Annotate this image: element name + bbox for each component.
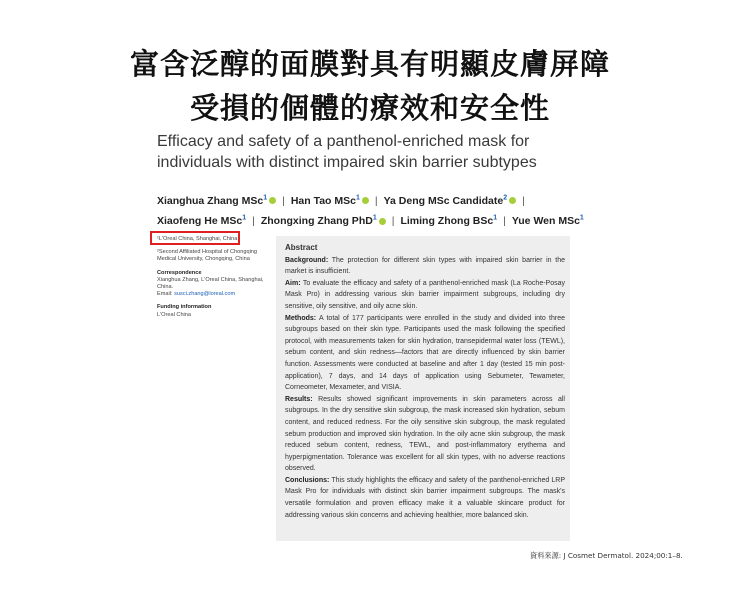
abstract-results: Results: Results showed significant improvements in skin parameters across all subgroups. In the dry sensitive skin subgroup, the mask increased skin hydration, sebum content, and reduced redness. For the oily sensitive skin subgroup, the mask regulated sebum production and improved skin hydration. In the oily acne skin subgroup, the mask reduced sebum content, redness, TEWL, and post-inflammatory erythema and hyperpigmentation. Tolerance was excellent for all skin types, with no adverse reactions observed. xyxy=(285,395,565,473)
slide-heading-line-1: 富含泛醇的面膜對具有明顯皮膚屏障 xyxy=(129,47,610,81)
author-row-2 xyxy=(157,210,597,231)
author-row-1 xyxy=(157,189,597,210)
orcid-icon[interactable] xyxy=(509,197,516,204)
correspondence-email-line: Email: susci.zhang@loreal.com xyxy=(157,291,236,298)
author-list xyxy=(157,189,597,230)
paper-title-line-2: individuals with distinct impaired skin barrier subtypes xyxy=(157,154,537,171)
funding-label: Funding information xyxy=(157,304,212,311)
abstract-aim: Aim: To evaluate the efficacy and safety of a panthenol-enriched mask (La Roche-Posay Mask Pro) in addressing various skin barrier impairment subgroups, including dry sensitive, oily sensitive, and oily acne skin. xyxy=(285,279,565,310)
author: Xianghua Zhang MSc$^1$ xyxy=(157,195,276,207)
article-sidebar xyxy=(157,236,275,325)
source-citation: 資料來源: J Cosmet Dermatol. 2024;00:1–8. xyxy=(530,551,683,560)
slide-heading-line-2: 受損的個體的療效和安全性 xyxy=(189,91,550,125)
paper-title xyxy=(157,131,597,173)
abstract-background: Background: The protection for different skin types with impaired skin barrier in the market is insufficient. xyxy=(285,256,566,276)
separator: | xyxy=(503,215,506,227)
paper-title-line-1: Efficacy and safety of a panthenol-enriched mask for xyxy=(157,133,530,150)
affiliation-2: ²Second Affiliated Hospital of Chongqing Medical University, Chongqing, China xyxy=(157,249,258,263)
separator: | xyxy=(252,215,255,227)
email-link[interactable]: susci.zhang@loreal.com xyxy=(174,291,236,298)
separator: | xyxy=(391,215,395,227)
author: Yue Wen MSc$^1$ xyxy=(511,214,584,227)
author: Ya Deng MSc Candidate$^2$ xyxy=(384,195,517,207)
correspondence-text: Xianghua Zhang, L'Oreal China, Shanghai, China. xyxy=(157,276,264,291)
correspondence-label: Correspondence xyxy=(157,269,202,276)
funding-text: L'Oreal China xyxy=(157,311,192,318)
author: Han Tao MSc$^1$ xyxy=(291,195,369,207)
affiliation-highlight-box xyxy=(150,231,240,245)
abstract-heading: Abstract xyxy=(285,243,318,252)
orcid-icon[interactable] xyxy=(362,197,369,204)
orcid-icon[interactable] xyxy=(379,218,386,225)
separator: | xyxy=(522,194,525,207)
separator: | xyxy=(374,194,378,207)
abstract-methods: Methods: A total of 177 participants were enrolled in the study and divided into three subgroups based on their skin type. Participants used the mask following the specified protocol, with measurements taken for skin hydration, transepidermal water loss (TEWL), sebum content, and skin redness—factors that are directly influenced by skin barrier function. Assessments were conducted at baseline and after 1 day (tested 15 min post-application), 7 days, and 14 days of application using Sebumeter, Tewameter, Corneometer, Mexameter, and VISIA. xyxy=(285,314,566,392)
orcid-icon[interactable] xyxy=(269,197,276,204)
author: Zhongxing Zhang PhD$^1$ xyxy=(261,215,386,227)
author: Xiaofeng He MSc$^1$ xyxy=(157,214,247,227)
author: Liming Zhong BSc$^1$ xyxy=(400,214,498,227)
abstract-conclusions: Conclusions: This study highlights the efficacy and safety of the panthenol-enriched LRP Mask Pro for individuals with distinct skin barrier impairment subgroups. The mask's versatile formulation and proven efficacy make it a valuable skincare product for addressing various skin concerns and achieving healthier, more balanced skin. xyxy=(285,476,565,519)
affiliation-1: ¹L'Oreal China, Shanghai, China xyxy=(157,236,238,242)
separator: | xyxy=(282,194,285,207)
abstract-box xyxy=(276,236,570,541)
